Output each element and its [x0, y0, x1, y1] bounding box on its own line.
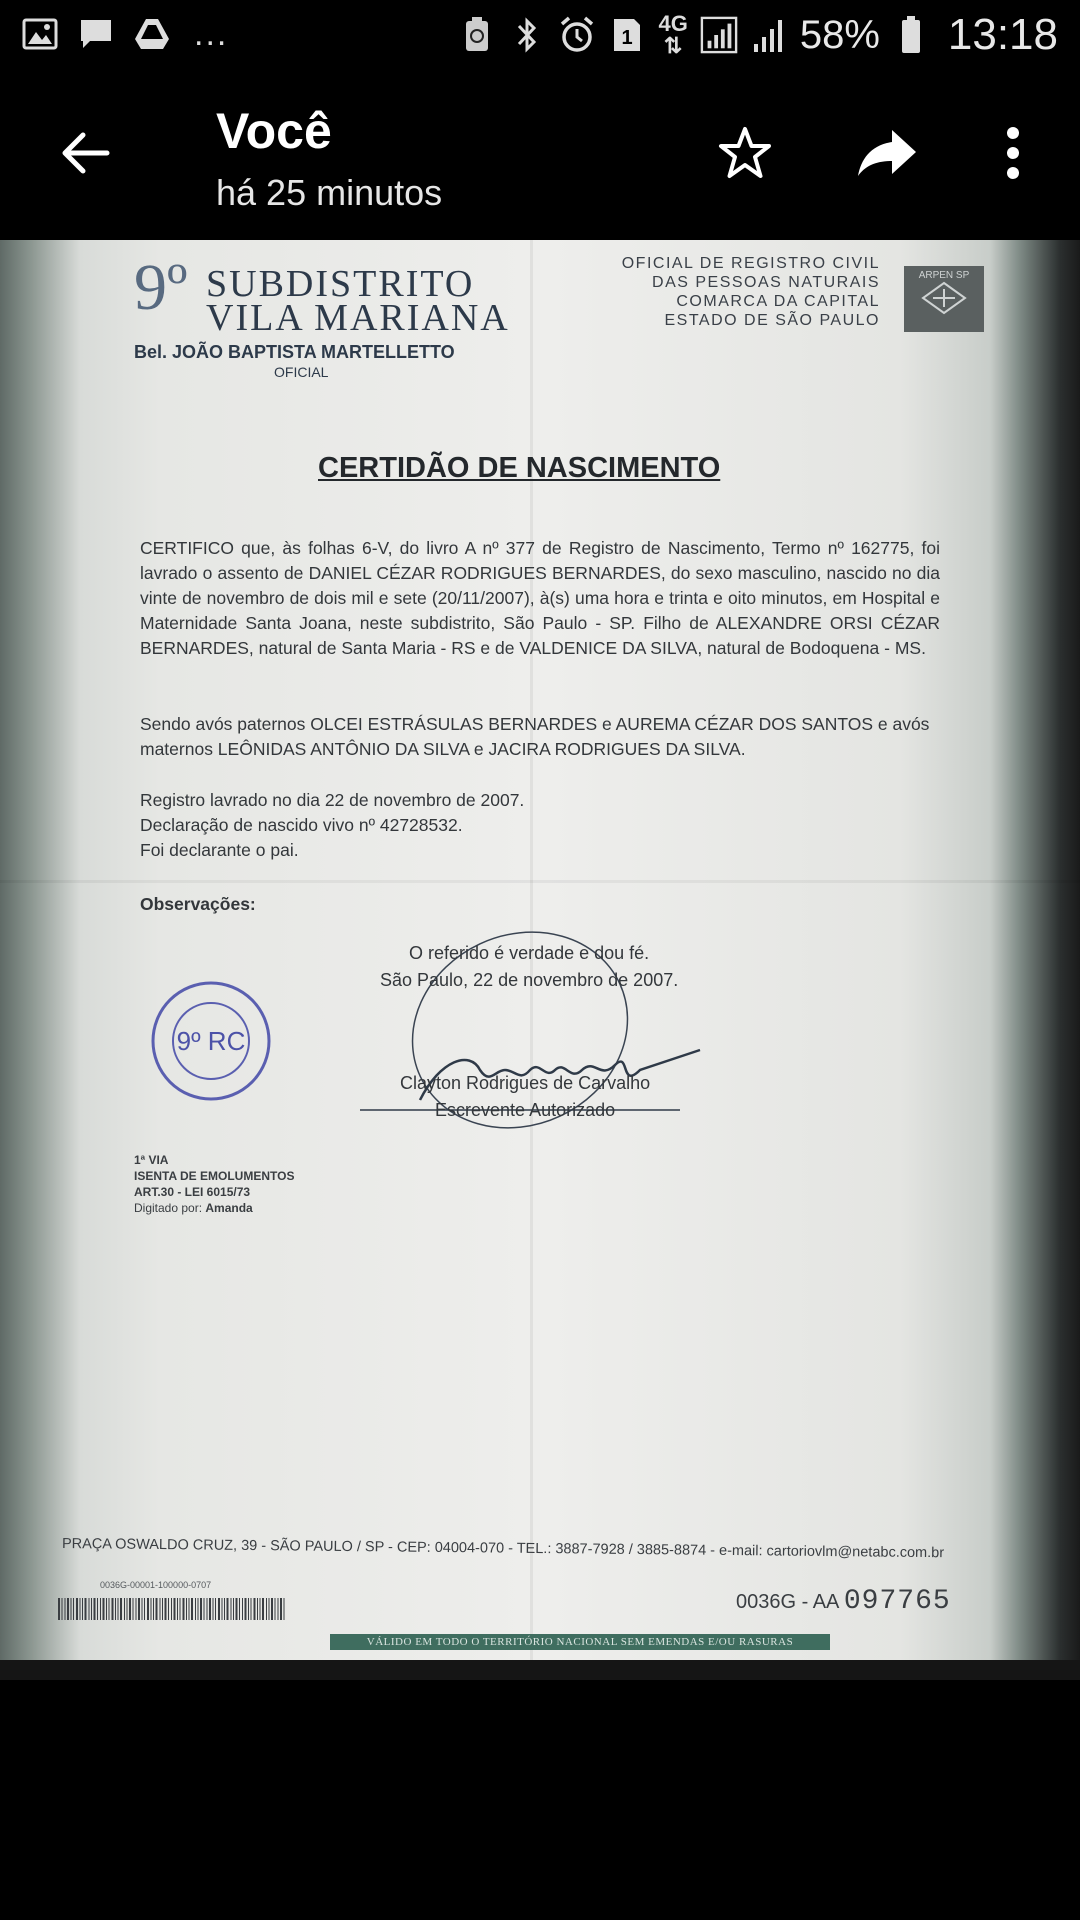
barcode-bar	[100, 1598, 101, 1620]
barcode-bar	[280, 1598, 282, 1620]
barcode-bar	[65, 1598, 66, 1620]
signer-name: Clayton Rodrigues de Carvalho	[400, 1073, 651, 1093]
barcode-bar	[171, 1598, 172, 1620]
barcode-bar	[103, 1598, 105, 1620]
barcode-bar	[242, 1598, 243, 1620]
barcode-bar	[162, 1598, 163, 1620]
arpen-logo	[904, 266, 984, 332]
barcode-bar	[248, 1598, 249, 1620]
status-bar	[0, 0, 1080, 76]
signal-icon	[700, 14, 738, 56]
attestation	[380, 940, 678, 994]
barcode-bar	[189, 1598, 190, 1620]
barcode-bar	[257, 1598, 258, 1620]
barcode-bar	[129, 1598, 131, 1620]
barcode-bar	[236, 1598, 238, 1620]
barcode-bar	[67, 1598, 69, 1620]
app-bar	[0, 76, 1080, 238]
barcode-bar	[58, 1598, 60, 1620]
office-line: ESTADO DE SÃO PAULO	[664, 312, 880, 329]
barcode-bar	[180, 1598, 181, 1620]
barcode-bar	[115, 1598, 116, 1620]
stamp-text: 9º RC	[176, 1026, 246, 1056]
barcode-bar	[168, 1598, 169, 1620]
barcode-bar	[278, 1598, 279, 1620]
barcode-bar	[271, 1598, 273, 1620]
paper-fold	[0, 880, 1080, 883]
barcode-bar	[165, 1598, 167, 1620]
message-icon	[76, 14, 116, 54]
system-icons	[458, 10, 1058, 60]
barcode-bar	[136, 1598, 137, 1620]
svg-text:1: 1	[621, 27, 634, 49]
network-type: 4G ⇅	[658, 11, 688, 58]
registry-address: PRAÇA OSWALDO CRUZ, 39 - SÃO PAULO / SP - CEP: 04004-070 - TEL.: 3887-7928 / 3885-8874 - e-mail: cartoriovlm@netabc.com.br	[61, 1536, 945, 1562]
sim-icon	[608, 14, 646, 56]
barcode-number: 0036G-00001-100000-0707	[100, 1580, 212, 1590]
certificate-title: CERTIDÃO DE NASCIMENTO	[318, 452, 721, 484]
barcode-bar	[233, 1598, 234, 1620]
share-icon	[856, 128, 918, 178]
barcode-bar	[198, 1598, 199, 1620]
observations-label: Observações:	[140, 894, 256, 914]
drive-icon	[132, 14, 172, 54]
barcode-bar	[124, 1598, 125, 1620]
barcode-bar	[269, 1598, 270, 1620]
attestation-line: O referido é verdade e dou fé.	[409, 943, 650, 963]
barcode-bar	[183, 1598, 185, 1620]
sender-title: Você	[216, 103, 332, 159]
typist-name: Amanda	[205, 1201, 253, 1215]
document-photo[interactable]	[0, 240, 1080, 1680]
barcode-bar	[254, 1598, 256, 1620]
barcode-bar	[112, 1598, 114, 1620]
barcode-bar	[177, 1598, 178, 1620]
barcode	[58, 1598, 288, 1620]
barcode-bar	[144, 1598, 145, 1620]
barcode-bar	[138, 1598, 140, 1620]
barcode-bar	[245, 1598, 247, 1620]
image-icon	[20, 14, 60, 54]
barcode-bar	[275, 1598, 276, 1620]
declarant: Foi declarante o pai.	[140, 840, 299, 860]
barcode-bar	[153, 1598, 154, 1620]
barcode-bar	[231, 1598, 232, 1620]
barcode-bar	[227, 1598, 229, 1620]
barcode-bar	[142, 1598, 143, 1620]
barcode-bar	[71, 1598, 72, 1620]
barcode-bar	[209, 1598, 211, 1620]
forward-button[interactable]	[852, 120, 922, 186]
barcode-bar	[266, 1598, 267, 1620]
barcode-bar	[91, 1598, 92, 1620]
battery-percent: 58%	[799, 12, 880, 57]
arpen-emblem-icon	[919, 281, 969, 315]
office-line: DAS PESSOAS NATURAIS	[652, 274, 880, 291]
battery-icon	[892, 14, 930, 56]
barcode-bar	[106, 1598, 107, 1620]
back-icon	[59, 131, 111, 175]
barcode-bar	[89, 1598, 90, 1620]
office-line: OFICIAL DE REGISTRO CIVIL	[621, 255, 880, 272]
star-icon	[717, 126, 773, 180]
copy-number: 1ª VIA	[134, 1153, 169, 1167]
barcode-bar	[207, 1598, 208, 1620]
copy-info	[134, 1152, 294, 1216]
signer-block	[400, 1070, 650, 1124]
registry-office-info	[600, 254, 880, 330]
barcode-bar	[147, 1598, 149, 1620]
barcode-bar	[215, 1598, 216, 1620]
overflow-menu-button[interactable]	[988, 120, 1038, 186]
barcode-bar	[94, 1598, 96, 1620]
barcode-bar	[156, 1598, 158, 1620]
registry-name-line1: SUBDISTRITO	[206, 263, 475, 305]
barcode-bar	[224, 1598, 225, 1620]
barcode-bar	[195, 1598, 196, 1620]
birth-declaration: Declaração de nascido vivo nº 42728532.	[140, 815, 463, 835]
registry-date: Registro lavrado no dia 22 de novembro de 2007.	[140, 790, 525, 810]
favorite-button[interactable]	[712, 120, 778, 186]
barcode-bar	[222, 1598, 223, 1620]
barcode-bar	[80, 1598, 81, 1620]
grandparents-paragraph: Sendo avós paternos OLCEI ESTRÁSULAS BERNARDES e AUREMA CÉZAR DOS SANTOS e avós maternos LEÔNIDAS ANTÔNIO DA SILVA e JACIRA RODRIGUES DA SILVA.	[140, 714, 930, 759]
sent-time: há 25 minutos	[216, 172, 443, 213]
typed-by-label: Digitado por:	[134, 1201, 203, 1215]
barcode-bar	[133, 1598, 134, 1620]
barcode-bar	[82, 1598, 83, 1620]
nfc-icon	[458, 14, 496, 56]
barcode-bar	[109, 1598, 110, 1620]
barcode-bar	[218, 1598, 220, 1620]
place-date: São Paulo, 22 de novembro de 2007.	[380, 970, 679, 990]
barcode-bar	[204, 1598, 205, 1620]
barcode-bar	[213, 1598, 214, 1620]
barcode-bar	[97, 1598, 98, 1620]
more-vert-icon	[1005, 126, 1021, 180]
registry-number: 9º	[134, 251, 188, 324]
clock: 13:18	[947, 10, 1058, 59]
signal-icon	[750, 14, 788, 56]
officer-name: Bel. JOÃO BAPTISTA MARTELLETTO	[134, 342, 455, 362]
barcode-bar	[186, 1598, 187, 1620]
law-reference: ART.30 - LEI 6015/73	[134, 1185, 251, 1199]
bluetooth-icon	[508, 14, 546, 56]
notification-icons	[20, 14, 228, 54]
barcode-bar	[62, 1598, 63, 1620]
barcode-bar	[251, 1598, 252, 1620]
arpen-label: ARPEN SP	[918, 270, 970, 281]
barcode-bar	[284, 1598, 285, 1620]
barcode-bar	[260, 1598, 261, 1620]
barcode-bar	[120, 1598, 122, 1620]
registry-stamp	[150, 980, 272, 1102]
barcode-bar	[151, 1598, 152, 1620]
office-line: COMARCA DA CAPITAL	[676, 293, 880, 310]
barcode-bar	[73, 1598, 74, 1620]
barcode-bar	[76, 1598, 78, 1620]
officer-role: OFICIAL	[274, 364, 329, 380]
barcode-bar	[118, 1598, 119, 1620]
back-button[interactable]	[50, 118, 120, 188]
registry-name-line2: VILA MARIANA	[206, 297, 510, 339]
registry-details	[140, 788, 940, 863]
more-notifications: ...	[194, 14, 229, 53]
photo-background	[0, 1660, 1080, 1680]
barcode-bar	[200, 1598, 202, 1620]
barcode-bar	[127, 1598, 128, 1620]
serial-prefix: 0036G - AA	[736, 1591, 839, 1613]
barcode-bar	[239, 1598, 240, 1620]
validity-band: VÁLIDO EM TODO O TERRITÓRIO NACIONAL SEM EMENDAS E/OU RASURAS	[330, 1634, 830, 1650]
barcode-bar	[174, 1598, 176, 1620]
certificate-paragraph: CERTIFICO que, às folhas 6-V, do livro A nº 377 de Registro de Nascimento, Termo nº 162775, foi lavrado o assento de DANIEL CÉZAR RODRIGUES BERNARDES, do sexo masculino, nascido no dia vinte de novembro de dois mil e sete (20/11/2007), à(s) uma hora e trinta e oito minutos, em Hospital e Maternidade Santa Joana, neste subdistrito, São Paulo - SP. Filho de ALEXANDRE ORSI CÉZAR BERNARDES, natural de Santa Maria - RS e de VALDENICE DA SILVA, natural de Bodoquena - MS.	[140, 538, 940, 658]
barcode-bar	[191, 1598, 193, 1620]
barcode-bar	[85, 1598, 87, 1620]
serial-number: 097765	[843, 1586, 951, 1617]
typed-by	[134, 1200, 294, 1216]
signer-role: Escrevente Autorizado	[435, 1100, 616, 1120]
fee-exemption: ISENTA DE EMOLUMENTOS	[134, 1169, 295, 1183]
barcode-bar	[262, 1598, 264, 1620]
barcode-bar	[160, 1598, 161, 1620]
certificate-serial	[736, 1586, 951, 1617]
alarm-icon	[558, 14, 596, 56]
